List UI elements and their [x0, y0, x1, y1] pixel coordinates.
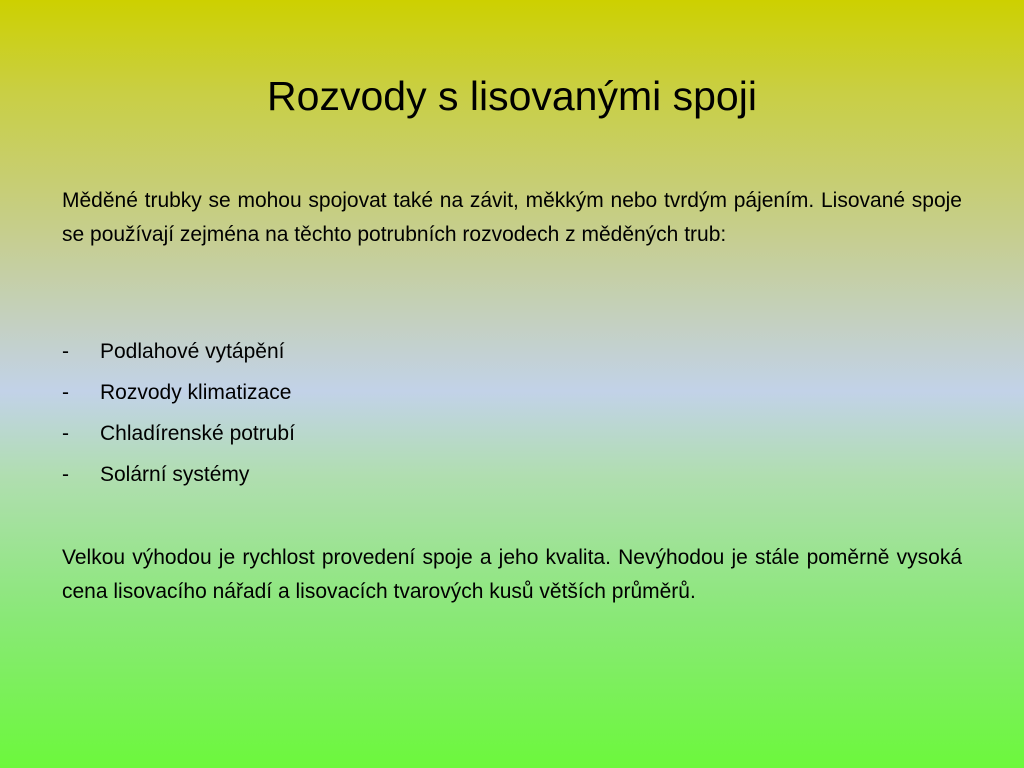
list-item-text: Solární systémy	[100, 463, 250, 486]
list-item-text: Rozvody klimatizace	[100, 381, 292, 404]
bullet-dash: -	[62, 463, 69, 486]
bullet-dash: -	[62, 381, 69, 404]
list-item	[62, 458, 962, 499]
bullet-dash: -	[62, 422, 69, 445]
slide-title: Rozvody s lisovanými spoji	[267, 73, 757, 119]
list-item	[62, 335, 962, 376]
list-item-text: Podlahové vytápění	[100, 340, 285, 363]
intro-paragraph: Měděné trubky se mohou spojovat také na závit, měkkým nebo tvrdým pájením. Lisované spoje se používají zejména na těchto potrubních rozvodech z měděných trub:	[62, 189, 962, 246]
list-item	[62, 417, 962, 458]
conclusion-paragraph: Velkou výhodou je rychlost provedení spoje a jeho kvalita. Nevýhodou je stále poměrně vysoká cena lisovacího nářadí a lisovacích tvarových kusů větších průměrů.	[62, 546, 962, 603]
bullet-list	[62, 335, 962, 499]
list-item-text: Chladírenské potrubí	[100, 422, 295, 445]
list-item	[62, 376, 962, 417]
bullet-dash: -	[62, 340, 69, 363]
